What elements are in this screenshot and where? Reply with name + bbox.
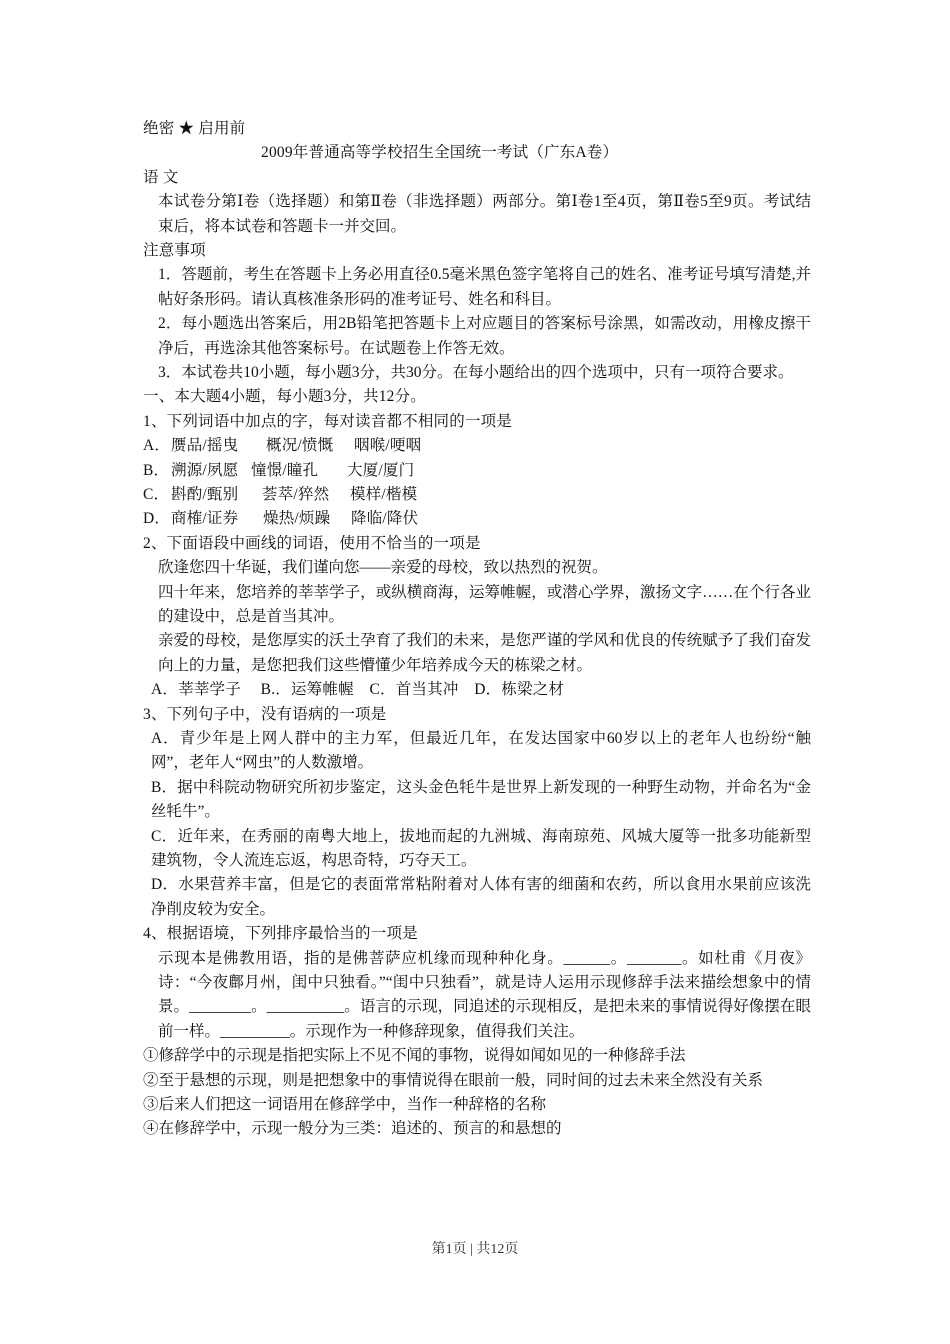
option-label: B．: [143, 461, 170, 479]
question-3-option-c: C．近年来，在秀丽的南粤大地上，拔地而起的九洲城、海南琼苑、风城大厦等一批多功能新型建筑物，令人流连忘返，构思奇特，巧夺天工。: [151, 827, 811, 869]
question-1-stem: 1、下列词语中加点的字，每对读音都不相同的一项是: [143, 412, 513, 430]
question-4-item: ②至于悬想的示现，则是把想象中的事情说得在眼前一般，同时间的过去未来全然没有关系: [143, 1071, 764, 1089]
option-label: C．: [143, 485, 170, 503]
question-3-option-b: B．据中科院动物研究所初步鉴定，这头金色牦牛是世界上新发现的一种野生动物，并命名为“金丝牦牛”。: [151, 778, 811, 821]
question-4-stem: 4、根据语境，下列排序最恰当的一项是: [143, 925, 418, 943]
option-word-group: 咽喉/哽咽: [354, 437, 422, 455]
option-word-group: 斟酌/甄别: [171, 485, 239, 503]
question-1-option-a: [143, 434, 811, 458]
option-word-group: 荟萃/猝然: [262, 485, 330, 503]
question-3-option-d: D．水果营养丰富，但是它的表面常常粘附着对人体有害的细菌和农药，所以食用水果前应该洗净削皮较为安全。: [151, 876, 811, 918]
question-2-passage-paragraph: 亲爱的母校，是您厚实的沃土孕育了我们的未来，是您严谨的学风和优良的传统赋予了我们奋发向上的力量，是您把我们这些懵懂少年培养成今天的栋梁之材。: [158, 632, 811, 674]
question-2-passage-paragraph: 四十年来，您培养的莘莘学子，或纵横商海，运筹帷幄，或潜心学界，激扬文字……在个行各业的建设中，总是首当其冲。: [158, 583, 811, 625]
option-word-group: 概况/愤慨: [266, 437, 334, 455]
intro-paragraph: 本试卷分第Ⅰ卷（选择题）和第Ⅱ卷（非选择题）两部分。第Ⅰ卷1至4页，第Ⅱ卷5至9页。考试结束后，将本试卷和答题卡一并交回。: [158, 193, 811, 235]
notice-item: 3．本试卷共10小题，每小题3分，共30分。在每小题给出的四个选项中，只有一项符合要求。: [158, 364, 794, 381]
question-4-item: ①修辞学中的示现是指把实际上不见不闻的事物，说得如闻如见的一种修辞手法: [143, 1047, 686, 1065]
notice-heading: 注意事项: [143, 241, 206, 259]
option-label: A．: [143, 437, 171, 455]
option-word-group: 大厦/厦门: [347, 461, 415, 479]
section-heading: 一、本大题4小题，每小题3分，共12分。: [143, 388, 427, 406]
question-1-option-c: [143, 483, 811, 507]
option-word-group: 模样/楷模: [350, 485, 418, 503]
question-3-stem: 3、下列句子中，没有语病的一项是: [143, 705, 387, 723]
option-word-group: 憧憬/瞳孔: [251, 461, 319, 479]
page-indicator: 第1页 | 共12页: [431, 1242, 519, 1257]
question-2-options: A．莘莘学子 B.．运筹帷幄 C．首当其冲 D．栋梁之材: [151, 681, 565, 699]
option-word-group: 降临/降伏: [351, 510, 419, 528]
subject-label: 语 文: [143, 168, 179, 186]
question-2-passage-paragraph: 欣逢您四十华诞，我们谨向您——亲爱的母校，致以热烈的祝贺。: [158, 559, 608, 577]
question-1-option-b: [143, 459, 811, 483]
exam-title: 2009年普通高等学校招生全国统一考试（广东A卷）: [261, 144, 619, 162]
question-3-option-a: A．青少年是上网人群中的主力军，但最近几年，在发达国家中60岁以上的老年人也纷纷“触网”，老年人“网虫”的人数激增。: [151, 729, 811, 772]
notice-item: 2．每小题选出答案后，用2B铅笔把答题卡上对应题目的答案标号涂黑，如需改动，用橡皮擦干净后，再选涂其他答案标号。在试题卷上作答无效。: [158, 315, 811, 357]
option-word-group: 燥热/烦躁: [263, 510, 331, 528]
notice-item: 1．答题前，考生在答题卡上务必用直径0.5毫米黑色签字笔将自己的姓名、准考证号填写清楚,并帖好条形码。请认真核准条形码的准考证号、姓名和科目。: [158, 266, 811, 308]
question-4-passage: 示现本是佛教用语，指的是佛菩萨应机缘而现种种化身。______。_______。如杜甫《月夜》诗：“今夜鄜月州，闺中只独看。”“闺中只独看”，就是诗人运用示现修辞手法来描绘想象中的情景。________。__________。语言的示现，同追述的示现相反，是把未来的事情说得好像摆在眼前一样。_________。示现作为一种修辞现象，值得我们关注。: [158, 949, 811, 1040]
option-word-group: 商榷/证券: [171, 510, 239, 528]
option-word-group: 溯源/夙愿: [171, 461, 239, 479]
document-page: [143, 117, 811, 1142]
classification-label: 绝密 ★ 启用前: [143, 120, 246, 137]
question-2-stem: 2、下面语段中画线的词语，使用不恰当的一项是: [143, 534, 481, 552]
option-word-group: 赝品/摇曳: [171, 437, 239, 455]
question-4-item: ④在修辞学中，示现一般分为三类：追述的、预言的和悬想的: [143, 1120, 562, 1138]
question-4-item: ③后来人们把这一词语用在修辞学中，当作一种辞格的名称: [143, 1096, 547, 1114]
question-1-option-d: [143, 507, 811, 531]
option-label: D．: [143, 510, 171, 528]
